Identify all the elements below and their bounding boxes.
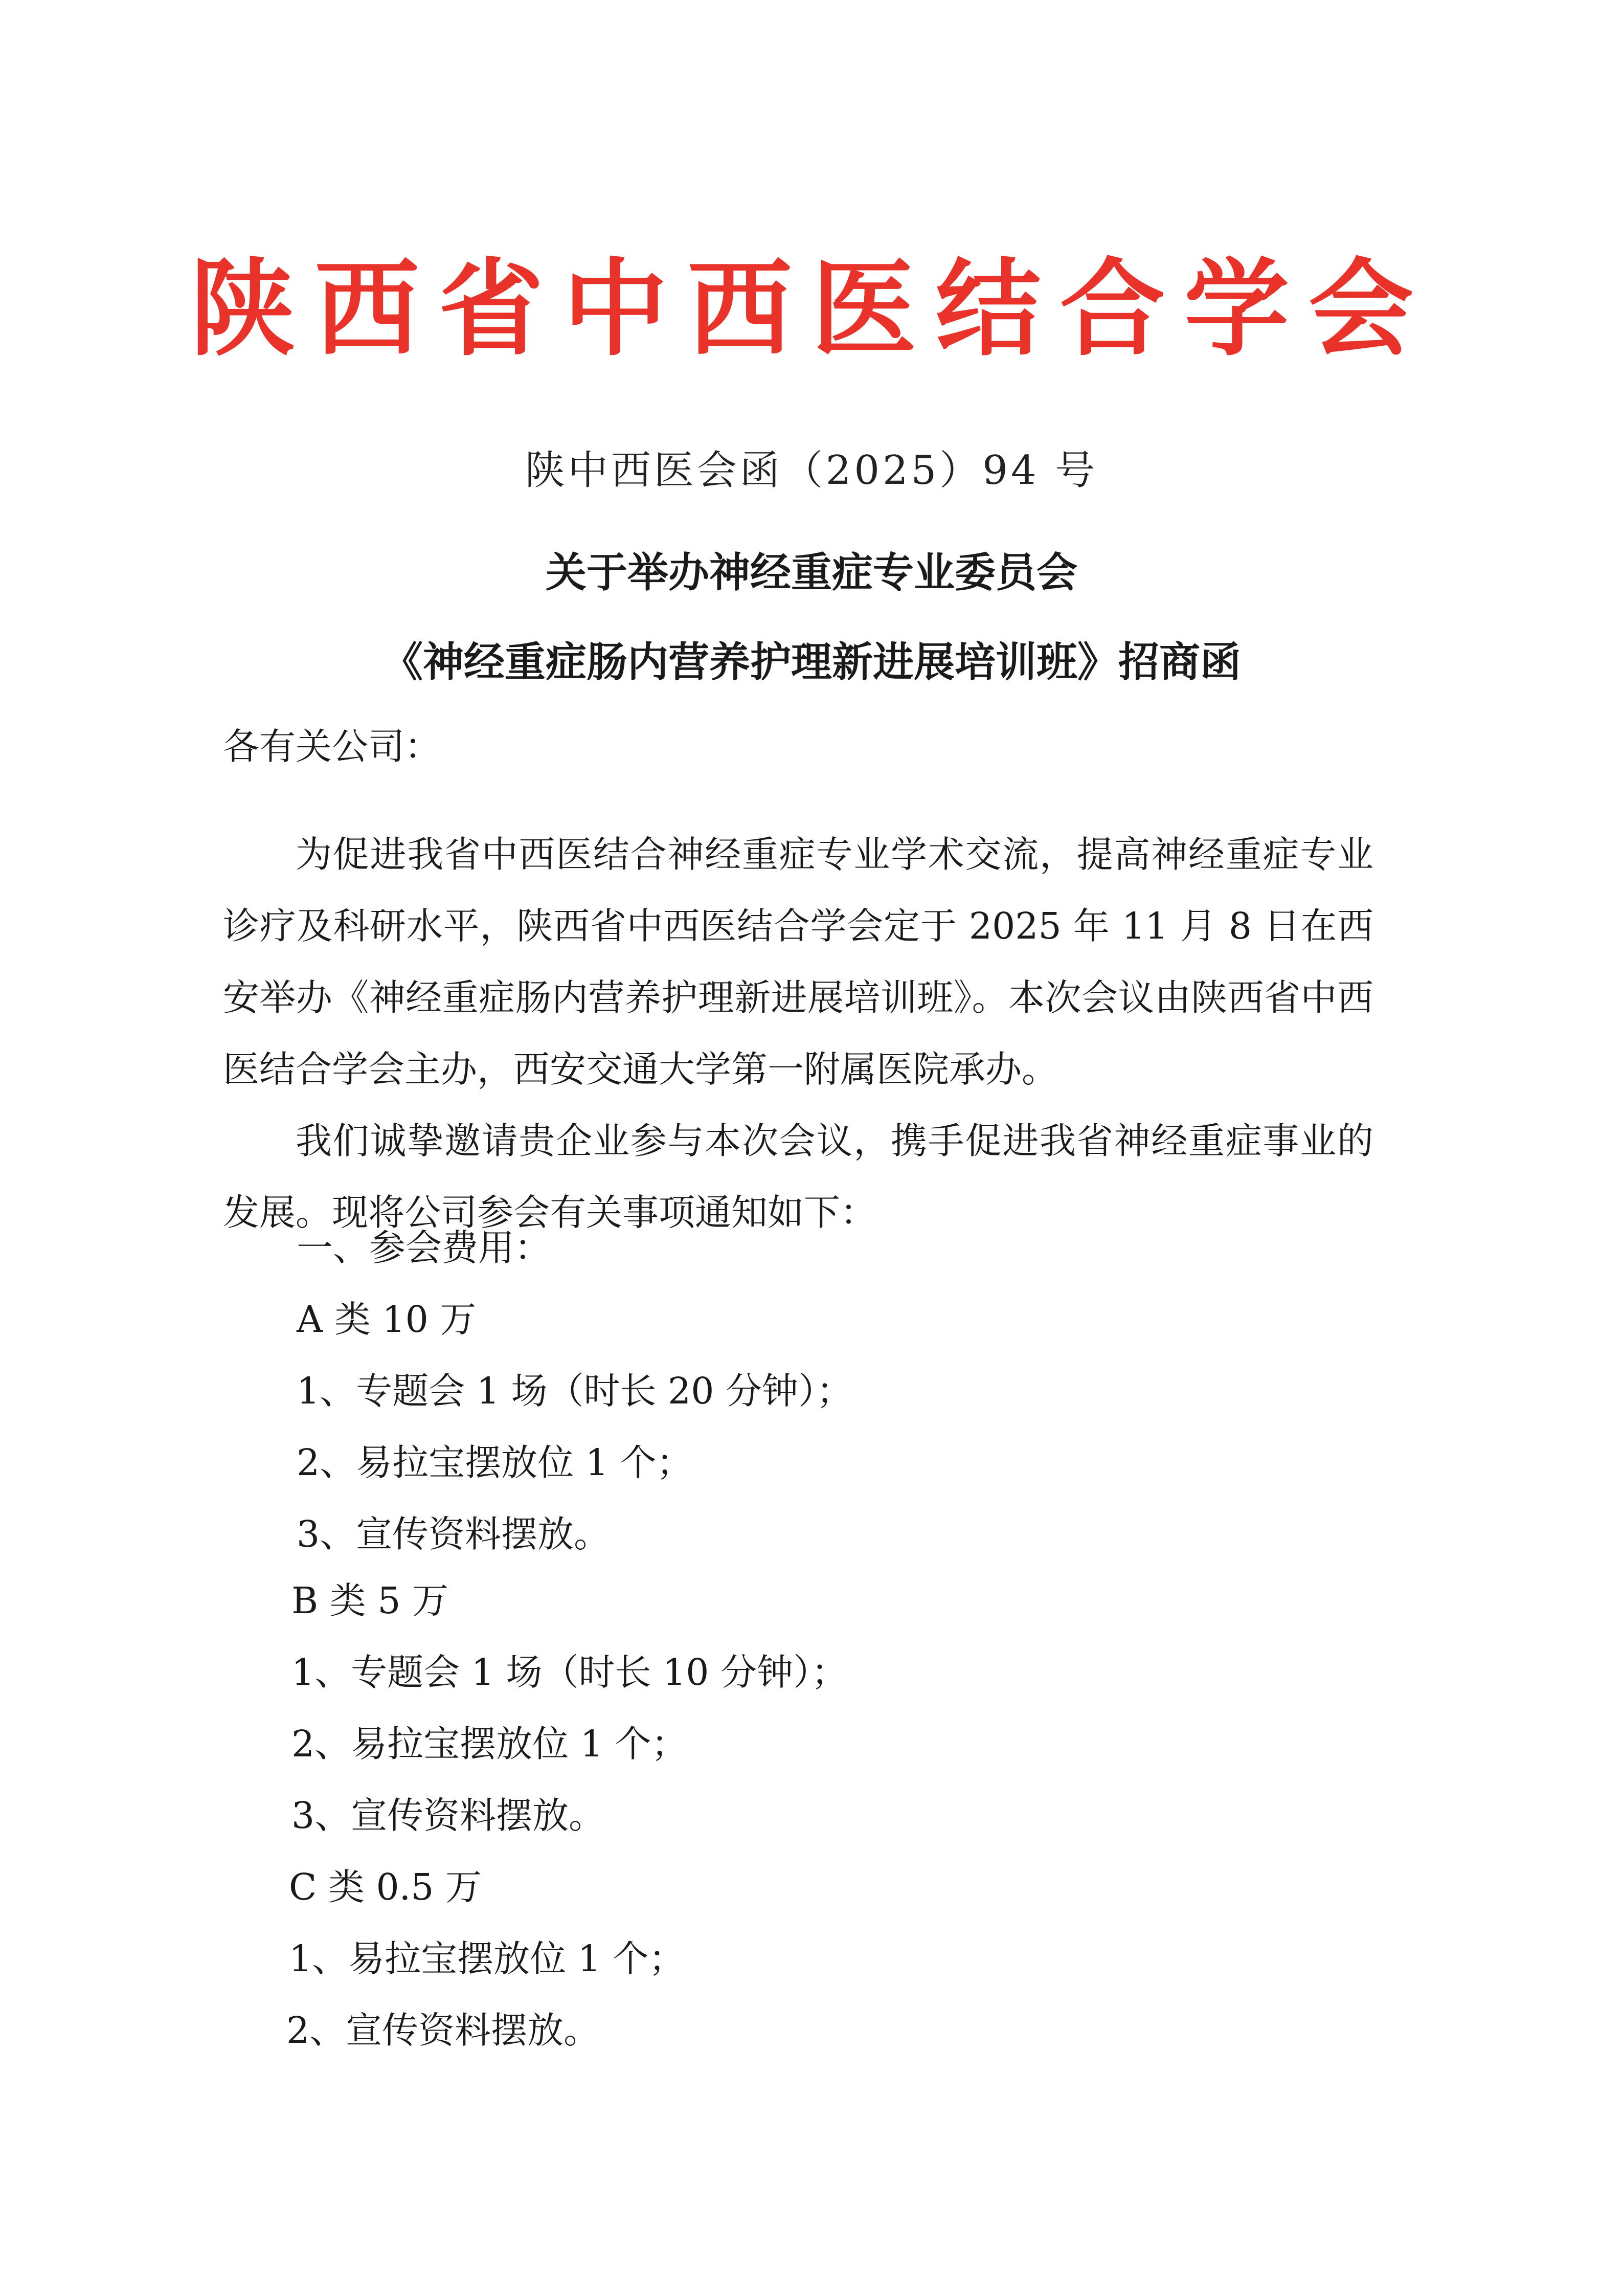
tier-b-item-2: 2、易拉宝摆放位 1 个； (291, 1723, 688, 1765)
tier-a-title: A 类 10 万 (297, 1298, 477, 1341)
tier-c-title: C 类 0.5 万 (289, 1866, 482, 1908)
section-title-fees: 一、参会费用： (297, 1227, 551, 1269)
tier-a-item-1: 1、专题会 1 场（时长 20 分钟）； (297, 1370, 853, 1412)
organization-header: 陕西省中西医结合学会 (190, 249, 1433, 370)
tier-a-item-3: 3、宣传资料摆放。 (297, 1513, 611, 1555)
tier-b-item-1: 1、专题会 1 场（时长 10 分钟）； (291, 1651, 848, 1693)
body-paragraph-2: 我们诚挚邀请贵企业参与本次会议，携手促进我省神经重症事业的发展。现将公司参会有关事项通知如下： (223, 1120, 1373, 1234)
document-title-line-1: 关于举办神经重症专业委员会 (546, 549, 1077, 596)
tier-a-item-2: 2、易拉宝摆放位 1 个； (297, 1441, 693, 1484)
salutation: 各有关公司： (223, 725, 441, 768)
document-title-line-2: 《神经重症肠内营养护理新进展培训班》招商函 (382, 638, 1241, 686)
tier-c-item-1: 1、易拉宝摆放位 1 个； (289, 1937, 685, 1980)
tier-b-title: B 类 5 万 (291, 1579, 449, 1622)
tier-c-item-2: 2、宣传资料摆放。 (286, 2009, 600, 2052)
body-paragraph-1: 为促进我省中西医结合神经重症专业学术交流，提高神经重症专业诊疗及科研水平，陕西省中西医结合学会定于 2025 年 11 月 8 日在西安举办《神经重症肠内营养护理新进展培训班》。本次会议由陕西省中西医结合学会主办，西安交通大学第一附属医院承办。 (223, 833, 1373, 1090)
document-number: 陕中西医会函（2025）94 号 (525, 448, 1098, 494)
tier-b-item-3: 3、宣传资料摆放。 (291, 1794, 605, 1837)
